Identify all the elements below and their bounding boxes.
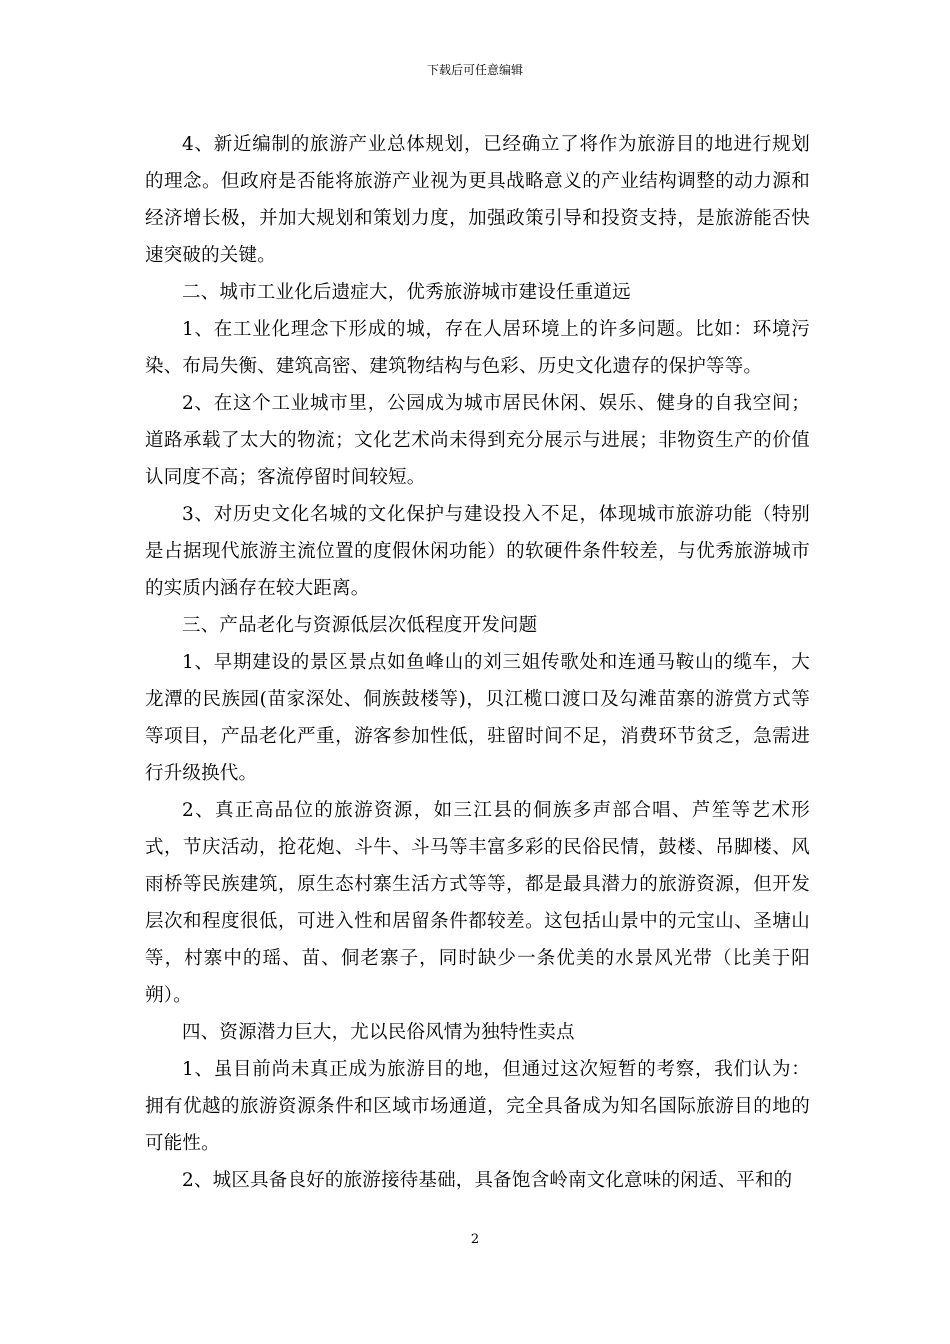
document-body (145, 126, 810, 1199)
section-heading-4: 四、资源潜力巨大，尤以民俗风情为独特性卖点 (182, 1022, 575, 1043)
paragraph-destination-potential: 1、虽目前尚未真正成为旅游目的地，但通过这次短暂的考察，我们认为：拥有优越的旅游资源条件和区域市场通道，完全具备成为知名国际旅游目的地的可能性。 (145, 1059, 810, 1154)
paragraph-urban-problems: 1、在工业化理念下形成的城，存在人居环境上的许多问题。比如：环境污染、布局失衡、建筑高密、建筑物结构与色彩、历史文化遗存的保护等等。 (145, 319, 810, 377)
paragraph-cultural-protection: 3、对历史文化名城的文化保护与建设投入不足，体现城市旅游功能（特别是占据现代旅游主流位置的度假休闲功能）的软硬件条件较差，与优秀旅游城市的实质内涵存在较大距离。 (145, 504, 810, 599)
paragraph-planning-concept: 4、新近编制的旅游产业总体规划，已经确立了将作为旅游目的地进行规划的理念。但政府是否能将旅游产业视为更具战略意义的产业结构调整的动力源和经济增长极，并加大规划和策划力度，加强政策引导和投资支持，是旅游能否快速突破的关键。 (145, 134, 810, 266)
paragraph-high-quality-resources: 2、真正高品位的旅游资源，如三江县的侗族多声部合唱、芦笙等艺术形式，节庆活动，抢花炮、斗牛、斗马等丰富多彩的民俗民情，鼓楼、吊脚楼、风雨桥等民族建筑，原生态村寨生活方式等等，都是最具潜力的旅游资源，但开发层次和程度很低，可进入性和居留条件都较差。这包括山景中的元宝山、圣塘山等，村寨中的瑶、苗、侗老寨子，同时缺少一条优美的水景风光带（比美于阳朔）。 (145, 800, 810, 1006)
paragraph-aging-products: 1、早期建设的景区景点如鱼峰山的刘三姐传歌处和连通马鞍山的缆车，大龙潭的民族园(苗家深处、侗族鼓楼等)，贝江榄口渡口及勾滩苗寨的游赏方式等等项目，产品老化严重，游客参加性低，驻留时间不足，消费环节贫乏，急需进行升级换代。 (145, 652, 810, 784)
section-heading-2: 二、城市工业化后遗症大，优秀旅游城市建设任重道远 (182, 282, 631, 303)
paragraph-reception-base: 2、城区具备良好的旅游接待基础，具备饱含岭南文化意味的闲适、平和的 (182, 1170, 793, 1191)
section-heading-3: 三、产品老化与资源低层次低程度开发问题 (182, 615, 538, 636)
page-header: 下载后可任意编辑 (426, 63, 523, 77)
page-number: 2 (470, 1232, 480, 1247)
paragraph-industrial-city: 2、在这个工业城市里，公园成为城市居民休闲、娱乐、健身的自我空间；道路承载了太大的物流；文化艺术尚未得到充分展示与进展；非物资生产的价值认同度不高；客流停留时间较短。 (145, 393, 810, 488)
